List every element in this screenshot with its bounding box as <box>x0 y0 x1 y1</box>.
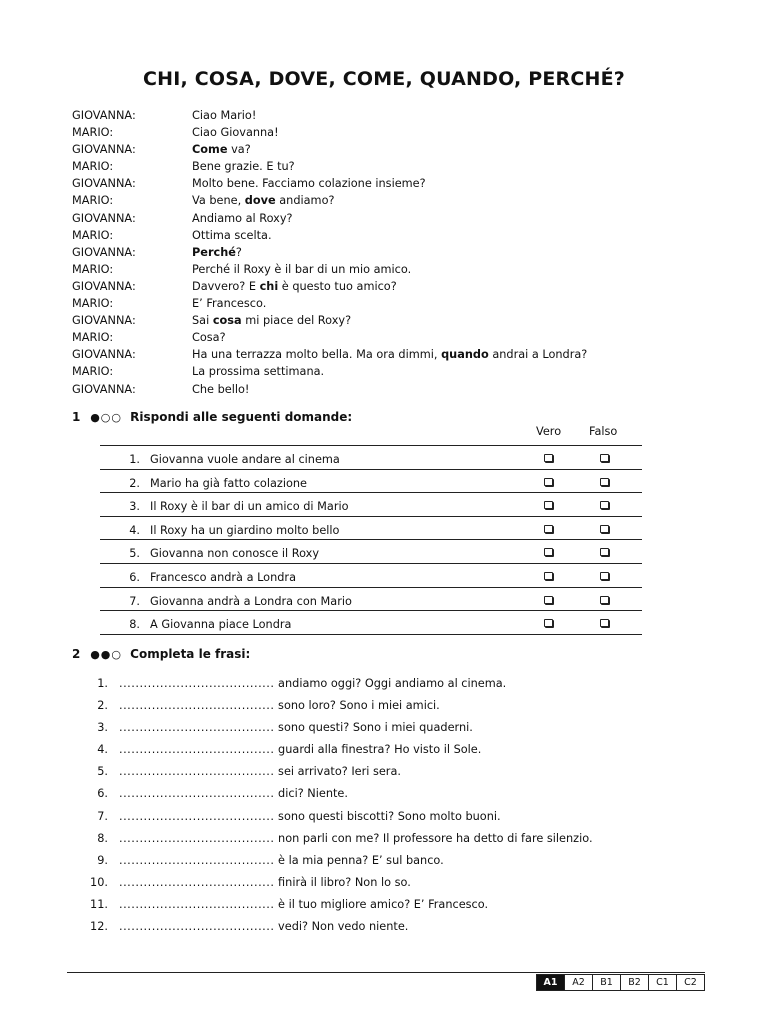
item-number: 12. <box>90 920 108 934</box>
sentence-text: ...................................... sono questi biscotti? Sono molto buoni. <box>119 809 501 823</box>
dialogue-line <box>72 346 712 363</box>
sentence-text: ...................................... non parli con me? Il professore ha detto di fare silenzio. <box>119 831 593 845</box>
item-number: 8. <box>97 831 108 845</box>
answer-blank[interactable]: ...................................... <box>119 721 275 735</box>
item-number: 4. <box>129 523 140 537</box>
item-number: 2. <box>97 699 108 713</box>
item-number: 8. <box>129 618 140 632</box>
difficulty-dots-icon: ●○○ <box>90 411 122 424</box>
dialogue-line <box>72 295 712 312</box>
item-number: 10. <box>90 875 108 889</box>
dialogue <box>72 107 712 398</box>
statement-text: Francesco andrà a Londra <box>150 570 296 584</box>
dialogue-line <box>72 278 712 295</box>
answer-blank[interactable]: ...................................... <box>119 787 275 801</box>
list-item <box>72 673 712 695</box>
dialogue-line <box>72 244 712 261</box>
falso-header: Falso <box>589 425 618 438</box>
dialogue-line <box>72 107 712 124</box>
table-row <box>100 611 642 635</box>
speaker: MARIO: <box>72 126 114 140</box>
vero-checkbox[interactable] <box>544 525 553 533</box>
page-title: CHI, COSA, DOVE, COME, QUANDO, PERCHÉ? <box>142 68 626 90</box>
dialogue-line <box>72 381 712 398</box>
speaker: MARIO: <box>72 297 114 311</box>
statement-text: Mario ha già fatto colazione <box>150 476 307 490</box>
vero-checkbox[interactable] <box>544 572 553 580</box>
sentence-text: ...................................... vedi? Non vedo niente. <box>119 920 409 934</box>
item-number: 5. <box>129 547 140 561</box>
exercise-number: 2 <box>72 647 81 661</box>
table-row <box>100 540 642 564</box>
list-item <box>72 739 712 761</box>
table-row <box>100 517 642 541</box>
answer-blank[interactable]: ...................................... <box>119 831 275 845</box>
fill-in-list <box>72 673 712 938</box>
item-number: 3. <box>97 721 108 735</box>
line-text: Ciao Giovanna! <box>192 126 279 140</box>
table-row <box>100 470 642 494</box>
line-text: Ha una terrazza molto bella. Ma ora dimmi, quando andrai a Londra? <box>192 348 588 362</box>
list-item <box>72 695 712 717</box>
vero-checkbox[interactable] <box>544 454 553 462</box>
item-number: 1. <box>129 453 140 466</box>
level-a1: A1 <box>536 974 565 991</box>
answer-blank[interactable]: ...................................... <box>119 897 275 911</box>
list-item <box>72 783 712 805</box>
line-text: Perché? <box>192 245 242 259</box>
answer-blank[interactable]: ...................................... <box>119 875 275 889</box>
dialogue-line <box>72 175 712 192</box>
footer-divider <box>67 972 705 973</box>
speaker: MARIO: <box>72 331 114 345</box>
table-row <box>100 493 642 517</box>
sentence-text: ...................................... sono loro? Sono i miei amici. <box>119 699 440 713</box>
answer-blank[interactable]: ...................................... <box>119 809 275 823</box>
speaker: GIOVANNA: <box>72 314 136 328</box>
table-row <box>100 564 642 588</box>
dialogue-line <box>72 329 712 346</box>
exercise-2-heading <box>72 647 250 661</box>
falso-checkbox[interactable] <box>600 525 609 533</box>
line-text: E’ Francesco. <box>192 297 267 311</box>
list-item <box>72 828 712 850</box>
sentence-text: ...................................... è il tuo migliore amico? E’ Francesco. <box>119 897 489 911</box>
statement-text: Il Roxy ha un giardino molto bello <box>150 523 340 537</box>
line-text: Perché il Roxy è il bar di un mio amico. <box>192 262 412 276</box>
line-text: Sai cosa mi piace del Roxy? <box>192 314 352 328</box>
level-c1: C1 <box>648 974 677 991</box>
item-number: 7. <box>129 594 140 608</box>
difficulty-dots-icon: ●●○ <box>90 648 122 661</box>
sentence-text: ...................................... è la mia penna? E’ sul banco. <box>119 853 444 867</box>
dialogue-line <box>72 158 712 175</box>
speaker: MARIO: <box>72 194 114 208</box>
vero-checkbox[interactable] <box>544 478 553 486</box>
list-item <box>72 806 712 828</box>
line-text: Bene grazie. E tu? <box>192 160 295 174</box>
dialogue-line <box>72 227 712 244</box>
exercise-1-heading <box>72 410 352 424</box>
sentence-text: ...................................... finirà il libro? Non lo so. <box>119 875 411 889</box>
answer-blank[interactable]: ...................................... <box>119 699 275 713</box>
speaker: GIOVANNA: <box>72 348 136 362</box>
falso-checkbox[interactable] <box>600 478 609 486</box>
speaker: MARIO: <box>72 228 114 242</box>
falso-checkbox[interactable] <box>600 501 609 509</box>
line-text: Ciao Mario! <box>192 109 257 122</box>
dialogue-line <box>72 261 712 278</box>
item-number: 11. <box>90 897 108 911</box>
level-a2: A2 <box>564 974 593 991</box>
true-false-table <box>100 445 642 635</box>
speaker: GIOVANNA: <box>72 279 136 293</box>
answer-blank[interactable]: ...................................... <box>119 853 275 867</box>
table-row <box>100 588 642 612</box>
statement-text: Il Roxy è il bar di un amico di Mario <box>150 500 349 514</box>
answer-blank[interactable]: ...................................... <box>119 920 275 934</box>
speaker: GIOVANNA: <box>72 109 136 122</box>
level-b1: B1 <box>592 974 621 991</box>
line-text: Che bello! <box>192 382 250 396</box>
item-number: 3. <box>129 500 140 514</box>
level-indicator <box>537 974 705 991</box>
speaker: MARIO: <box>72 160 114 174</box>
statement-text: Giovanna andrà a Londra con Mario <box>150 594 352 608</box>
exercise-title: Completa le frasi: <box>130 647 251 661</box>
speaker: MARIO: <box>72 262 114 276</box>
item-number: 6. <box>97 787 108 801</box>
item-number: 4. <box>97 743 108 757</box>
answer-blank[interactable]: ...................................... <box>119 677 275 690</box>
line-text: La prossima settimana. <box>192 365 325 379</box>
speaker: GIOVANNA: <box>72 245 136 259</box>
level-b2: B2 <box>620 974 649 991</box>
answer-blank[interactable]: ...................................... <box>119 743 275 757</box>
item-number: 6. <box>129 570 140 584</box>
item-number: 9. <box>97 853 108 867</box>
line-text: Come va? <box>192 143 251 157</box>
falso-checkbox[interactable] <box>600 454 609 462</box>
speaker: GIOVANNA: <box>72 211 136 225</box>
line-text: Cosa? <box>192 331 226 345</box>
statement-text: Giovanna non conosce il Roxy <box>150 547 320 561</box>
answer-blank[interactable]: ...................................... <box>119 765 275 779</box>
falso-checkbox[interactable] <box>600 548 609 556</box>
level-c2: C2 <box>676 974 705 991</box>
list-item <box>72 850 712 872</box>
vero-checkbox[interactable] <box>544 548 553 556</box>
line-text: Andiamo al Roxy? <box>192 211 293 225</box>
line-text: Ottima scelta. <box>192 228 272 242</box>
dialogue-line <box>72 312 712 329</box>
vero-checkbox[interactable] <box>544 501 553 509</box>
sentence-text: ...................................... guardi alla finestra? Ho visto il Sole. <box>119 743 482 757</box>
list-item <box>72 761 712 783</box>
speaker: MARIO: <box>72 365 114 379</box>
line-text: Molto bene. Facciamo colazione insieme? <box>192 177 426 191</box>
dialogue-line <box>72 124 712 141</box>
sentence-text: ...................................... sono questi? Sono i miei quaderni. <box>119 721 473 735</box>
sentence-text: ...................................... andiamo oggi? Oggi andiamo al cinema. <box>119 677 507 690</box>
sentence-text: ...................................... dici? Niente. <box>119 787 348 801</box>
list-item <box>72 872 712 894</box>
item-number: 1. <box>97 677 108 690</box>
list-item <box>72 894 712 916</box>
vero-checkbox[interactable] <box>544 619 553 627</box>
statement-text: Giovanna vuole andare al cinema <box>150 453 340 466</box>
dialogue-line <box>72 141 712 158</box>
dialogue-line <box>72 210 712 227</box>
sentence-text: ...................................... sei arrivato? Ieri sera. <box>119 765 401 779</box>
dialogue-line <box>72 363 712 380</box>
dialogue-line <box>72 192 712 209</box>
speaker: GIOVANNA: <box>72 177 136 191</box>
falso-checkbox[interactable] <box>600 619 609 627</box>
item-number: 7. <box>97 809 108 823</box>
exercise-title: Rispondi alle seguenti domande: <box>130 410 353 424</box>
line-text: Davvero? E chi è questo tuo amico? <box>192 279 397 293</box>
list-item <box>72 916 712 938</box>
line-text: Va bene, dove andiamo? <box>192 194 335 208</box>
item-number: 2. <box>129 476 140 490</box>
item-number: 5. <box>97 765 108 779</box>
list-item <box>72 717 712 739</box>
statement-text: A Giovanna piace Londra <box>150 618 292 632</box>
speaker: GIOVANNA: <box>72 382 136 396</box>
speaker: GIOVANNA: <box>72 143 136 157</box>
vero-checkbox[interactable] <box>544 596 553 604</box>
vero-header: Vero <box>536 425 562 438</box>
falso-checkbox[interactable] <box>600 572 609 580</box>
falso-checkbox[interactable] <box>600 596 609 604</box>
table-row <box>100 446 642 470</box>
exercise-number: 1 <box>72 410 81 424</box>
